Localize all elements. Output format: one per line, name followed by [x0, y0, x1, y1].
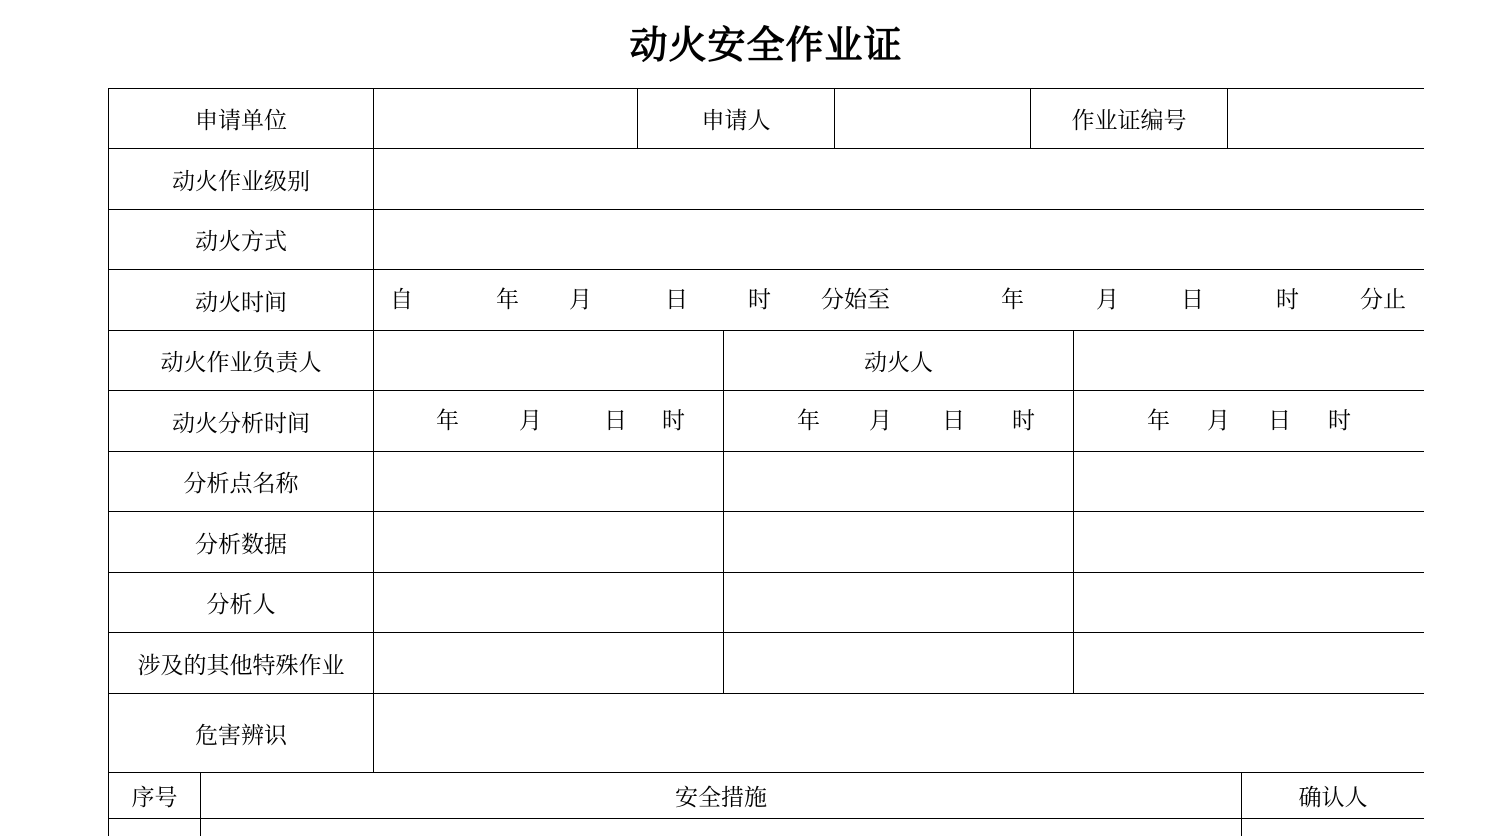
other-special-work-field-3[interactable]: [1074, 633, 1424, 694]
analysis-hour-1: 时: [662, 408, 685, 434]
safety-measures-header: 安全措施: [201, 773, 1242, 819]
measure-row-content-cell[interactable]: [201, 819, 1242, 836]
analysis-point-label: 分析点名称: [109, 452, 374, 512]
fire-work-leader-field[interactable]: [374, 331, 724, 391]
fire-method-label: 动火方式: [109, 210, 374, 270]
applicant-field[interactable]: [835, 89, 1031, 149]
analysis-time-field-2[interactable]: [724, 391, 1074, 452]
analysis-point-field-2[interactable]: [724, 452, 1074, 512]
analysis-month-2: 月: [869, 408, 892, 434]
analysis-year-1: 年: [436, 408, 459, 434]
analysis-time-field-3[interactable]: [1074, 391, 1424, 452]
permit-number-label: 作业证编号: [1031, 89, 1228, 149]
analysis-hour-3: 时: [1328, 408, 1351, 434]
time-day-2: 日: [1181, 287, 1204, 313]
time-from: 自: [390, 287, 413, 313]
time-hour-2: 时: [1276, 287, 1299, 313]
fire-method-field[interactable]: [374, 210, 1424, 270]
applicant-label: 申请人: [638, 89, 835, 149]
fire-time-label: 动火时间: [109, 270, 374, 331]
analysis-day-3: 日: [1268, 408, 1291, 434]
fire-work-level-field[interactable]: [374, 149, 1424, 210]
permit-table: [108, 88, 1424, 836]
confirmer-header: 确认人: [1242, 773, 1424, 819]
measure-row-confirm-cell[interactable]: [1242, 819, 1424, 836]
analysis-data-field-1[interactable]: [374, 512, 724, 573]
time-day-1: 日: [665, 287, 688, 313]
analysis-point-field-3[interactable]: [1074, 452, 1424, 512]
analysis-month-1: 月: [519, 408, 542, 434]
time-minute-start-to: 分始至: [821, 287, 890, 313]
fire-work-level-label: 动火作业级别: [109, 149, 374, 210]
analyst-field-3[interactable]: [1074, 573, 1424, 633]
fire-time-field[interactable]: [374, 270, 1424, 331]
time-hour-1: 时: [748, 287, 771, 313]
fire-person-label: 动火人: [724, 331, 1074, 391]
analyst-label: 分析人: [109, 573, 374, 633]
other-special-work-field-2[interactable]: [724, 633, 1074, 694]
fire-person-field[interactable]: [1074, 331, 1424, 391]
analysis-time-field-1[interactable]: [374, 391, 724, 452]
applicant-unit-field[interactable]: [374, 89, 638, 149]
analysis-point-field-1[interactable]: [374, 452, 724, 512]
time-month-1: 月: [569, 287, 592, 313]
analysis-data-field-2[interactable]: [724, 512, 1074, 573]
other-special-work-label: 涉及的其他特殊作业: [109, 633, 374, 694]
analyst-field-2[interactable]: [724, 573, 1074, 633]
analysis-day-1: 日: [604, 408, 627, 434]
analysis-day-2: 日: [942, 408, 965, 434]
analysis-data-label: 分析数据: [109, 512, 374, 573]
analysis-time-label: 动火分析时间: [109, 391, 374, 452]
analysis-hour-2: 时: [1012, 408, 1035, 434]
time-month-2: 月: [1096, 287, 1119, 313]
time-minute-end: 分止: [1360, 287, 1406, 313]
time-year-1: 年: [496, 287, 519, 313]
other-special-work-field-1[interactable]: [374, 633, 724, 694]
analyst-field-1[interactable]: [374, 573, 724, 633]
analysis-year-3: 年: [1147, 408, 1170, 434]
applicant-unit-label: 申请单位: [109, 89, 374, 149]
sequence-header: 序号: [109, 773, 201, 819]
hazard-identification-field[interactable]: [374, 694, 1424, 773]
analysis-data-field-3[interactable]: [1074, 512, 1424, 573]
measure-row-seq-cell[interactable]: [109, 819, 201, 836]
analysis-month-3: 月: [1207, 408, 1230, 434]
analysis-year-2: 年: [797, 408, 820, 434]
time-year-2: 年: [1001, 287, 1024, 313]
fire-work-leader-label: 动火作业负责人: [109, 331, 374, 391]
document-title: 动火安全作业证: [629, 22, 903, 67]
permit-number-field[interactable]: [1228, 89, 1424, 149]
hazard-identification-label: 危害辨识: [109, 694, 374, 773]
